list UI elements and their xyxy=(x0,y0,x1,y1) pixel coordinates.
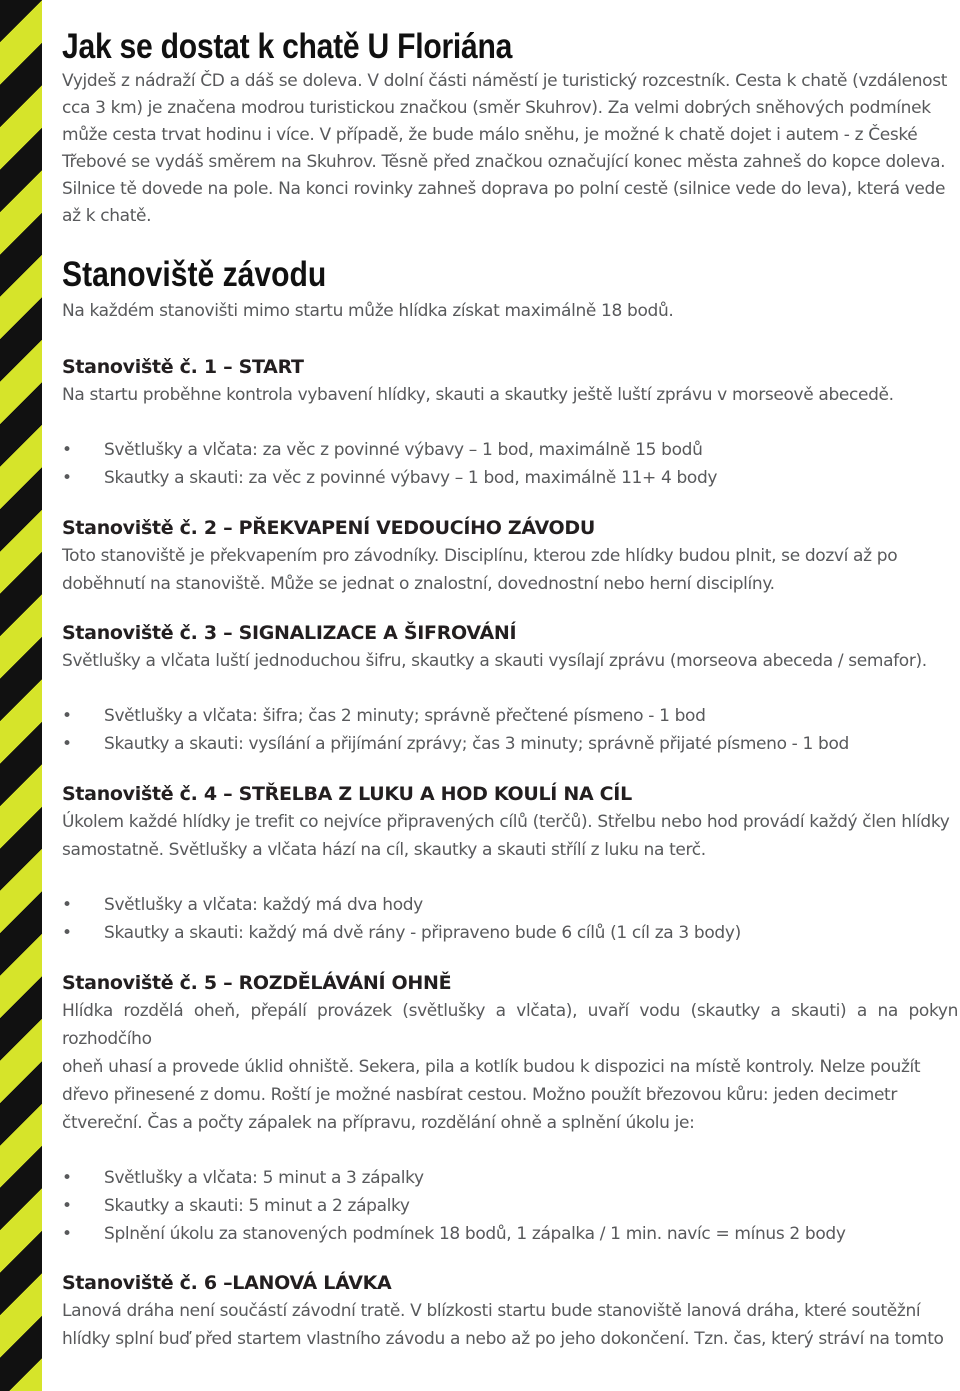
list-item-text: Světlušky a vlčata: 5 minut a 3 zápalky xyxy=(104,1168,424,1188)
station-text: samostatně. Světlušky a vlčata hází na cíl, skautky a skauti střílí z luku na terč. xyxy=(62,840,706,860)
list-item xyxy=(62,1192,958,1220)
list-item xyxy=(62,891,958,919)
station-3 xyxy=(62,619,958,758)
intro-line: může cesta trvat hodinu i více. V případě, že bude málo sněhu, je možné k chatě dojet i autem - z České xyxy=(62,125,918,145)
document-content xyxy=(62,26,958,1353)
bullet-icon: • xyxy=(62,734,72,754)
station-1 xyxy=(62,353,958,492)
station-heading: Stanoviště č. 1 – START xyxy=(62,356,304,378)
station-heading: Stanoviště č. 3 – SIGNALIZACE A ŠIFROVÁNÍ xyxy=(62,622,517,644)
section-title: Stanoviště závodu xyxy=(62,255,327,294)
station-heading: Stanoviště č. 2 – PŘEKVAPENÍ VEDOUCÍHO ZÁVODU xyxy=(62,517,596,539)
station-4 xyxy=(62,780,958,947)
list-item-text: Skautky a skauti: za věc z povinné výbavy – 1 bod, maximálně 11+ 4 body xyxy=(104,468,718,488)
bullet-icon: • xyxy=(62,923,72,943)
station-list xyxy=(62,891,958,947)
station-text: hlídky splní buď před startem vlastního závodu a nebo až po jeho dokončení. Tzn. čas, který stráví na tomto xyxy=(62,1329,944,1349)
station-list xyxy=(62,436,958,492)
section-lead: Na každém stanovišti mimo startu může hlídka získat maximálně 18 bodů. xyxy=(62,301,674,321)
list-item xyxy=(62,464,958,492)
station-list xyxy=(62,702,958,758)
station-text: doběhnutí na stanoviště. Může se jednat o znalostní, dovednostní nebo herní disciplíny. xyxy=(62,574,775,594)
list-item xyxy=(62,436,958,464)
list-item-text: Skautky a skauti: 5 minut a 2 zápalky xyxy=(104,1196,410,1216)
station-heading: Stanoviště č. 5 – ROZDĚLÁVÁNÍ OHNĚ xyxy=(62,972,452,994)
station-text: dřevo přinesené z domu. Roští je možné nasbírat cestou. Možno použít březovou kůru: jeden decimetr xyxy=(62,1085,898,1105)
intro-line: cca 3 km) je značena modrou turistickou značkou (směr Skuhrov). Za velmi dobrých sněhových podmínek xyxy=(62,98,931,118)
list-item-text: Světlušky a vlčata: za věc z povinné výbavy – 1 bod, maximálně 15 bodů xyxy=(104,440,703,460)
station-6 xyxy=(62,1269,958,1353)
station-text: Lanová dráha není součástí závodní tratě. V blízkosti startu bude stanoviště lanová dráha, které soutěžní xyxy=(62,1301,921,1321)
list-item-text: Skautky a skauti: každý má dvě rány - připraveno bude 6 cílů (1 cíl za 3 body) xyxy=(104,923,741,943)
station-text: Na startu proběhne kontrola vybavení hlídky, skauti a skautky ještě luští zprávu v morseově abecedě. xyxy=(62,385,894,405)
list-item-text: Skautky a skauti: vysílání a přijímání zprávy; čas 3 minuty; správně přijaté písmeno - 1 bod xyxy=(104,734,849,754)
bullet-icon: • xyxy=(62,895,72,915)
list-item xyxy=(62,1164,958,1192)
station-text: Toto stanoviště je překvapením pro závodníky. Disciplínu, kterou zde hlídky budou plnit, se dozví až po xyxy=(62,546,898,566)
bullet-icon: • xyxy=(62,1168,72,1188)
bullet-icon: • xyxy=(62,1196,72,1216)
list-item xyxy=(62,1220,958,1248)
list-item xyxy=(62,919,958,947)
intro-line: Třebové se vydáš směrem na Skuhrov. Těsně před značkou označující konec města zahneš do kopce doleva. xyxy=(62,152,946,172)
list-item-text: Světlušky a vlčata: šifra; čas 2 minuty; správně přečtené písmeno - 1 bod xyxy=(104,706,706,726)
intro-line: Silnice tě dovede na pole. Na konci rovinky zahneš doprava po polní cestě (silnice vede do leva), která vede xyxy=(62,179,946,199)
intro-line: Vyjdeš z nádraží ČD a dáš se doleva. V dolní části náměstí je turistický rozcestník. Cesta k chatě (vzdálenost xyxy=(62,71,948,91)
station-heading: Stanoviště č. 6 –LANOVÁ LÁVKA xyxy=(62,1272,392,1294)
station-text: Hlídka rozdělá oheň, přepálí provázek (světlušky a vlčata), uvaří vodu (skautky a skauti) a na pokyn rozhodčího xyxy=(62,1001,958,1049)
station-heading: Stanoviště č. 4 – STŘELBA Z LUKU A HOD KOULÍ NA CÍL xyxy=(62,783,632,805)
bullet-icon: • xyxy=(62,706,72,726)
bullet-icon: • xyxy=(62,440,72,460)
station-text: Úkolem každé hlídky je trefit co nejvíce připravených cílů (terčů). Střelbu nebo hod provádí každý člen hlídky xyxy=(62,812,950,832)
station-5 xyxy=(62,969,958,1248)
page-title: Jak se dostat k chatě U Floriána xyxy=(62,27,513,66)
list-item-text: Světlušky a vlčata: každý má dva hody xyxy=(104,895,423,915)
intro-line: až k chatě. xyxy=(62,206,152,226)
list-item xyxy=(62,702,958,730)
list-item-text: Splnění úkolu za stanovených podmínek 18 bodů, 1 zápalka / 1 min. navíc = mínus 2 body xyxy=(104,1224,846,1244)
bullet-icon: • xyxy=(62,468,72,488)
list-item xyxy=(62,730,958,758)
decorative-stripe-bar xyxy=(0,0,42,1391)
bullet-icon: • xyxy=(62,1224,72,1244)
station-text: oheň uhasí a provede úklid ohniště. Sekera, pila a kotlík budou k dispozici na místě kontroly. Nelze použít xyxy=(62,1057,921,1077)
intro-text xyxy=(62,68,958,230)
station-text: Světlušky a vlčata luští jednoduchou šifru, skautky a skauti vysílají zprávu (morseova abeceda / semafor). xyxy=(62,651,927,671)
station-2 xyxy=(62,514,958,598)
station-text: čtvereční. Čas a počty zápalek na přípravu, rozdělání ohně a splnění úkolu je: xyxy=(62,1113,695,1133)
station-list xyxy=(62,1164,958,1248)
